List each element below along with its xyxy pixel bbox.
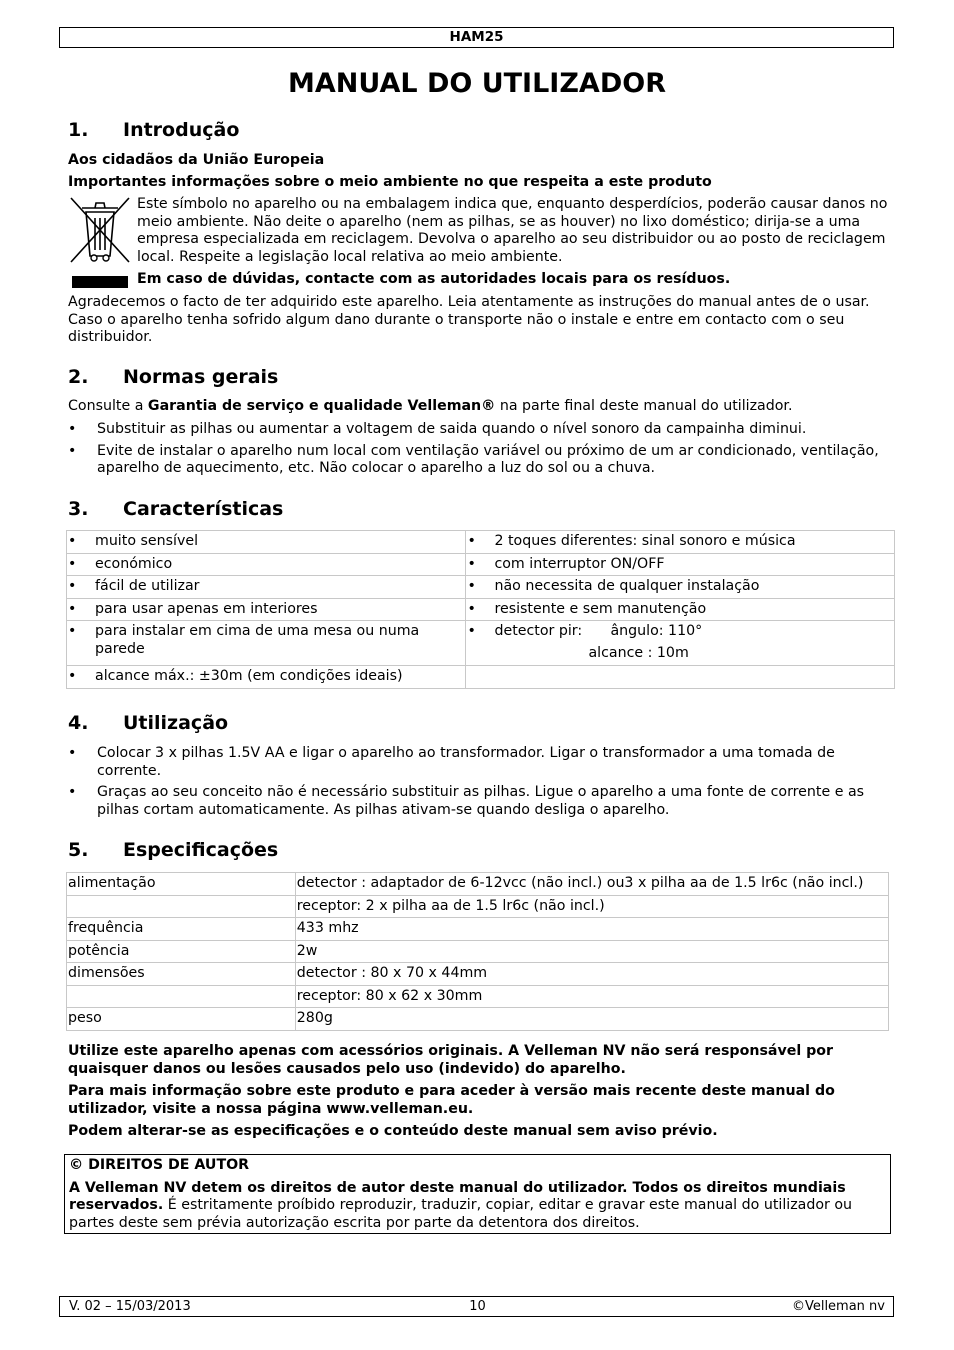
pir-label: detector pir:	[494, 623, 583, 639]
table-row	[67, 918, 889, 941]
page-number: 10	[469, 1299, 486, 1314]
spec-value: detector : adaptador de 6-12vcc (não incl.) ou3 x pilha aa de 1.5 lr6c (não incl.)	[295, 873, 888, 896]
feature-cell: • muito sensível	[67, 531, 466, 554]
table-row	[67, 553, 895, 576]
feature-cell: • não necessita de qualquer instalação	[466, 576, 895, 599]
spec-label: potência	[67, 940, 296, 963]
empty-cell	[466, 666, 895, 689]
table-row	[67, 598, 895, 621]
spec-change-note: Podem alterar-se as especificações e o conteúdo deste manual sem aviso prévio.	[68, 1123, 718, 1139]
spec-value: 2w	[295, 940, 888, 963]
feature-cell: • alcance máx.: ±30m (em condições ideais)	[67, 666, 466, 689]
feature-cell: • resistente e sem manutenção	[466, 598, 895, 621]
spec-label	[67, 895, 296, 918]
spec-label: peso	[67, 1008, 296, 1031]
list-item: • Colocar 3 x pilhas 1.5V AA e ligar o aparelho ao transformador. Ligar o transformador a uma tomada de corrente.	[68, 745, 835, 779]
list-item: • Graças ao seu conceito não é necessário substituir as pilhas. Ligue o aparelho a uma fonte de corrente e as pilhas cortam automaticamente. As pilhas ativam-se quando desliga o aparelho.	[68, 784, 865, 818]
table-row	[67, 576, 895, 599]
features-table	[66, 530, 895, 689]
feature-cell: • económico	[67, 553, 466, 576]
table-row	[67, 1008, 889, 1031]
table-row	[67, 895, 889, 918]
warranty-title: Garantia de serviço e qualidade Velleman®	[147, 398, 496, 414]
spec-value: receptor: 80 x 62 x 30mm	[295, 985, 888, 1008]
local-authorities-note: Em caso de dúvidas, contacte com as autoridades locais para os resíduos.	[137, 271, 731, 287]
table-row	[67, 963, 889, 986]
spec-label: frequência	[67, 918, 296, 941]
general-rules-list	[68, 421, 888, 482]
weee-crossed-bin-icon	[68, 196, 132, 264]
list-item: • Evite de instalar o aparelho num local com ventilação variável ou próximo de um ar condicionado, ventilação, aparelho de aquecimento, etc. Não colocar o aparelho a luz do sol ou a chuva.	[68, 442, 879, 476]
copyright-title: © DIREITOS DE AUTOR	[69, 1157, 250, 1173]
eu-citizens-subheading: Aos cidadãos da União Europeia	[68, 152, 325, 168]
warranty-reference: Consulte a Garantia de serviço e qualidade Velleman® na parte final deste manual do utilizador.	[68, 398, 793, 414]
list-item: • Substituir as pilhas ou aumentar a voltagem de saida quando o nível sonoro da campainha diminui.	[68, 421, 807, 437]
company-name: ©Velleman nv	[791, 1299, 885, 1314]
spec-value: detector : 80 x 70 x 44mm	[295, 963, 888, 986]
table-row	[67, 940, 889, 963]
section-heading-caracteristicas: 3. Características	[68, 498, 284, 520]
model-name: HAM25	[449, 29, 504, 45]
environment-subheading: Importantes informações sobre o meio ambiente no que respeita a este produto	[68, 174, 712, 190]
copyright-box	[64, 1154, 891, 1234]
section-heading-utilizacao: 4. Utilização	[68, 712, 229, 734]
section-heading-introducao: 1. Introdução	[68, 119, 240, 141]
section-heading-especificacoes: 5. Especificações	[68, 839, 279, 861]
table-row	[67, 873, 889, 896]
feature-cell: • fácil de utilizar	[67, 576, 466, 599]
feature-cell: • 2 toques diferentes: sinal sonoro e música	[466, 531, 895, 554]
usage-list	[68, 745, 888, 823]
specifications-table	[66, 872, 889, 1031]
spec-value: 433 mhz	[295, 918, 888, 941]
table-row	[67, 985, 889, 1008]
feature-cell: • para usar apenas em interiores	[67, 598, 466, 621]
pir-range: alcance : 10m	[588, 644, 689, 661]
pir-angle: ângulo: 110°	[610, 623, 703, 639]
thanks-paragraph: Agradecemos o facto de ter adquirido este aparelho. Leia atentamente as instruções do manual antes de o usar. Caso o aparelho tenha sofrido algum dano durante o transporte não o instale e entre em contacto com o seu distribuidor.	[68, 294, 870, 345]
spec-value: receptor: 2 x pilha aa de 1.5 lr6c (não incl.)	[295, 895, 888, 918]
more-info-note: Para mais informação sobre este produto e para aceder à versão mais recente deste manual do utilizador, visite a nossa página www.velleman.eu.	[68, 1083, 835, 1117]
accessories-note: Utilize este aparelho apenas com acessórios originais. A Velleman NV não será responsável por quaisquer danos ou lesões causados pelo uso (indevido) do aparelho.	[68, 1043, 834, 1077]
environment-notice-text: Este símbolo no aparelho ou na embalagem indica que, enquanto desperdícios, poderão causar danos no meio ambiente. Não deite o aparelho (nem as pilhas, se as houver) no lixo doméstico; dirija-se a uma empresa especializada em reciclagem. Devolva o aparelho ao seu distribuidor ou ao posto de reciclagem local. Respeite a legislação local relativa ao meio ambiente.	[137, 196, 888, 265]
spec-value: 280g	[295, 1008, 888, 1031]
table-row	[67, 531, 895, 554]
feature-cell: • com interruptor ON/OFF	[466, 553, 895, 576]
pir-detector-cell: • detector pir: ângulo: 110° alcance : 10m	[466, 621, 895, 666]
spec-label	[67, 985, 296, 1008]
version-date: V. 02 – 15/03/2013	[69, 1299, 191, 1314]
spec-label: alimentação	[67, 873, 296, 896]
page-title: MANUAL DO UTILIZADOR	[288, 68, 666, 99]
page-footer	[59, 1296, 894, 1317]
table-row	[67, 666, 895, 689]
table-row	[67, 621, 895, 666]
spec-label: dimensões	[67, 963, 296, 986]
section-heading-normas-gerais: 2. Normas gerais	[68, 366, 279, 388]
page-header	[59, 27, 894, 48]
copyright-text: A Velleman NV detem os direitos de autor deste manual do utilizador. Todos os direitos mundiais reservados. É estritamente proíbido reproduzir, traduzir, copiar, editar e gravar este manual do utilizador ou partes deste sem prévia autorização escrita por parte da detentora dos direitos.	[69, 1179, 853, 1231]
weee-black-bar	[72, 276, 128, 288]
feature-cell: • para instalar em cima de uma mesa ou numa parede	[67, 621, 466, 666]
